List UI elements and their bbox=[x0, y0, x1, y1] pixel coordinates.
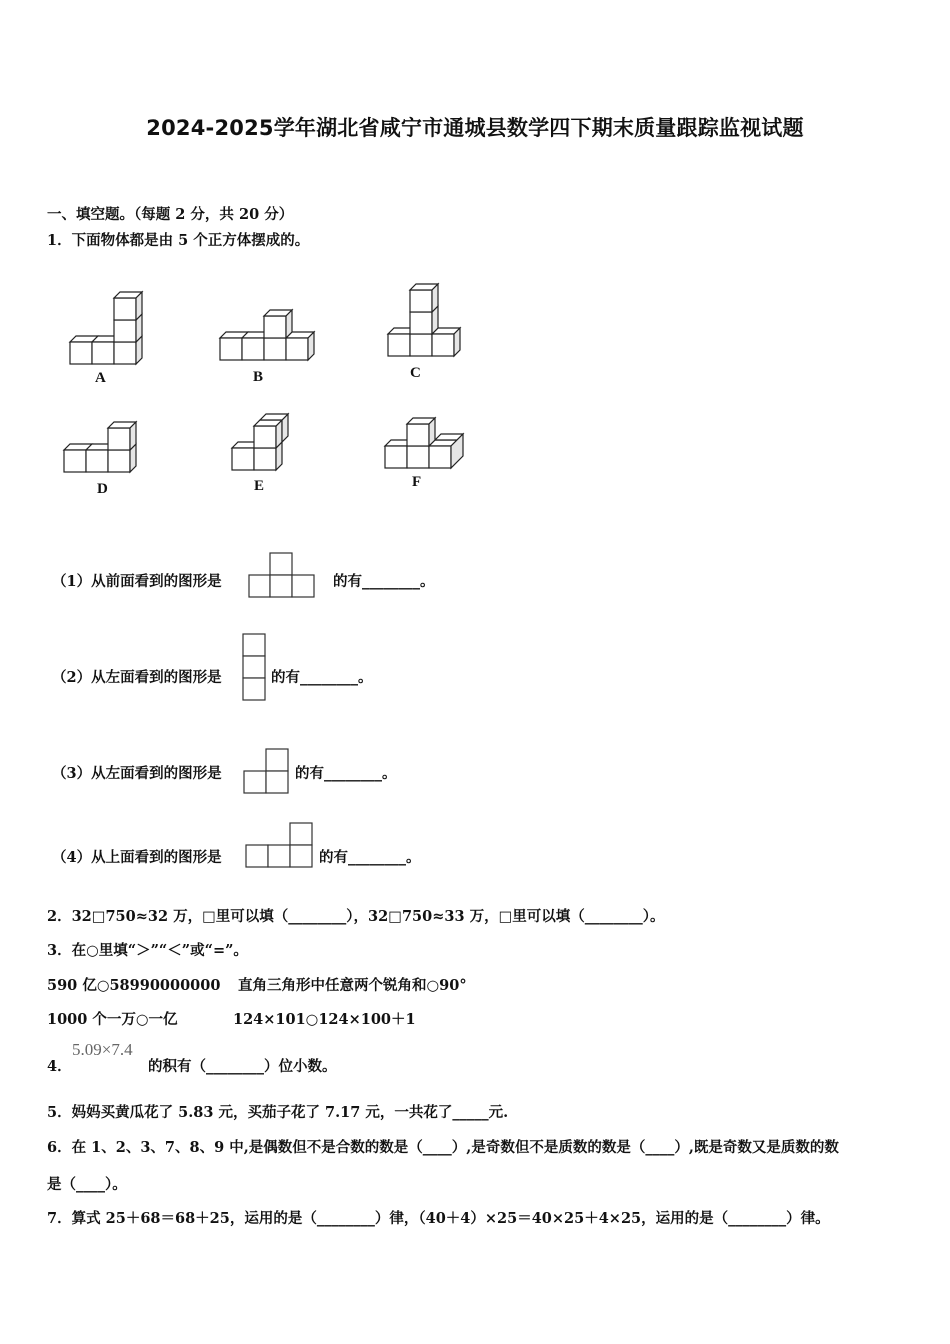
subquestion-3-text: （3）从左面看到的图形是 bbox=[52, 765, 222, 782]
subquestion-2-text: （2）从左面看到的图形是 bbox=[52, 669, 222, 686]
subquestion-1-text: （1）从前面看到的图形是 bbox=[52, 573, 222, 590]
question-5: 5．妈妈买黄瓜花了 5.83 元，买茄子花了 7.17 元，一共花了_____元. bbox=[47, 1104, 509, 1121]
question-7: 7．算式 25＋68＝68＋25，运用的是（________）律，（40＋4）×25＝40×25＋4×25，运用的是（________）律。 bbox=[47, 1210, 830, 1227]
cube-figure-c bbox=[388, 284, 468, 359]
figure-label-f: F bbox=[412, 474, 422, 490]
subquestion-2-answer[interactable]: 的有________。 bbox=[271, 669, 373, 686]
question-3-item-3: 1000 个一万○一亿 bbox=[47, 1011, 178, 1028]
figure-label-a: A bbox=[95, 370, 106, 386]
figure-label-b: B bbox=[253, 369, 264, 385]
subquestion-4-answer[interactable]: 的有________。 bbox=[319, 849, 421, 866]
cube-figure-e bbox=[232, 412, 302, 477]
cube-figure-f bbox=[385, 416, 475, 476]
top-view-shape bbox=[245, 822, 317, 870]
subquestion-4-text: （4）从上面看到的图形是 bbox=[52, 849, 222, 866]
question-6-line-2: 是（____）。 bbox=[47, 1176, 127, 1193]
figure-label-d: D bbox=[97, 481, 108, 497]
figure-label-c: C bbox=[410, 365, 421, 381]
subquestion-1-answer[interactable]: 的有________。 bbox=[333, 573, 435, 590]
question-1-stem: 1．下面物体都是由 5 个正方体摆成的。 bbox=[47, 232, 310, 249]
question-3-stem: 3．在○里填“＞”“＜”或“=”。 bbox=[47, 942, 248, 959]
question-4-expression: 5.09×7.4 bbox=[72, 1040, 133, 1059]
subquestion-3-answer[interactable]: 的有________。 bbox=[295, 765, 397, 782]
left-view-shape-2 bbox=[243, 748, 293, 796]
page-title: 2024-2025学年湖北省咸宁市通城县数学四下期末质量跟踪监视试题 bbox=[146, 116, 804, 140]
cube-figure-b bbox=[220, 308, 320, 368]
front-view-shape bbox=[248, 552, 316, 598]
question-4-text: 的积有（________）位小数。 bbox=[148, 1058, 337, 1075]
left-view-shape-1 bbox=[242, 633, 270, 703]
question-3-item-1: 590 亿○58990000000 bbox=[47, 977, 221, 994]
question-3-item-4: 124×101○124×100＋1 bbox=[233, 1011, 416, 1028]
question-6-line-1: 6．在 1、2、3、7、8、9 中,是偶数但不是合数的数是（____）,是奇数但不是质数的数是（____）,既是奇数又是质数的数 bbox=[47, 1139, 839, 1156]
question-3-item-2: 直角三角形中任意两个锐角和○90° bbox=[238, 977, 467, 994]
question-2: 2．32□750≈32 万，□里可以填（________），32□750≈33 万，□里可以填（________）。 bbox=[47, 908, 665, 925]
cube-figure-d bbox=[64, 420, 154, 480]
cube-figure-a bbox=[70, 290, 150, 365]
question-4-number: 4． bbox=[47, 1058, 72, 1075]
figure-label-e: E bbox=[254, 478, 265, 494]
section-heading: 一、填空题。（每题 2 分，共 20 分） bbox=[47, 206, 294, 223]
